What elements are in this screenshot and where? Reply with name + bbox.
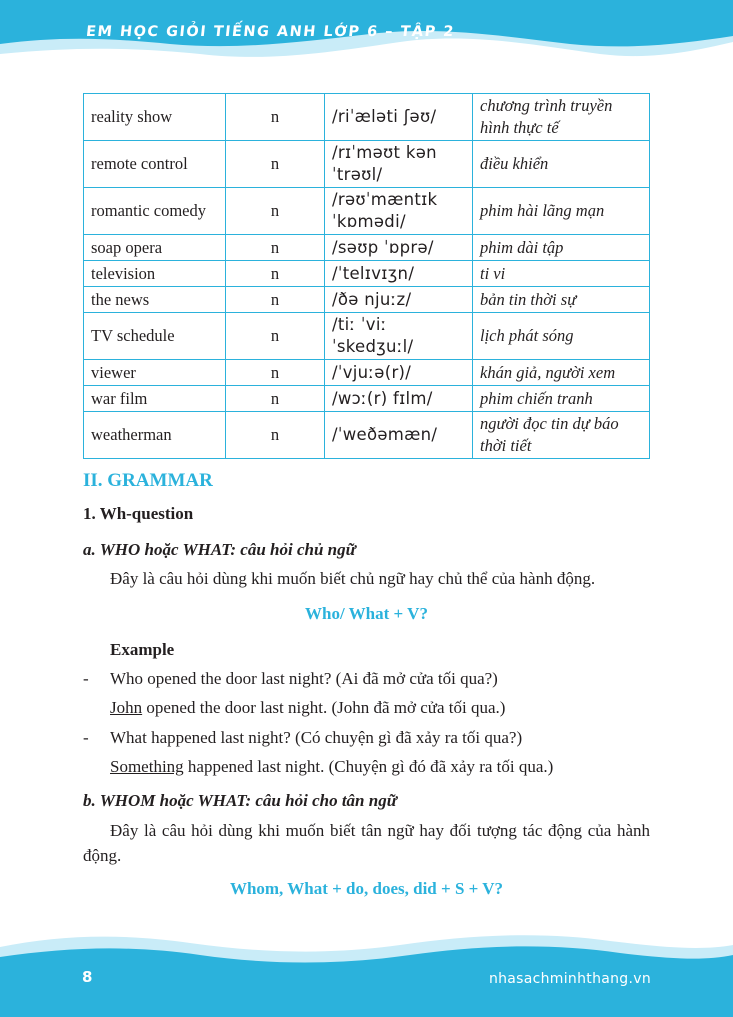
underlined-subject-john: John	[110, 698, 143, 717]
vocab-word: TV schedule	[84, 313, 226, 360]
vocab-part-of-speech: n	[226, 360, 325, 386]
vocab-pronunciation: /rəʊˈmæntɪk ˈkɒmədi/	[325, 188, 473, 235]
vocab-word: the news	[84, 287, 226, 313]
description-a: Đây là câu hỏi dùng khi muốn biết chủ ngữ hay chủ thể của hành động.	[110, 569, 596, 588]
example-answer-1	[110, 697, 505, 719]
bullet-2: -	[83, 728, 89, 747]
publisher-website: nhasachminhthang.vn	[488, 971, 651, 987]
formula-b: Whom, What + do, does, did + S + V?	[229, 879, 504, 898]
vocab-meaning: phim hài lãng mạn	[473, 188, 650, 235]
vocab-row	[84, 360, 650, 386]
vocab-part-of-speech: n	[226, 141, 325, 188]
description-b: Đây là câu hỏi dùng khi muốn biết tân ngữ hay đối tượng tác động của hành động.	[83, 821, 650, 865]
vocab-meaning: phim chiến tranh	[473, 386, 650, 412]
vocab-row	[84, 235, 650, 261]
vocab-part-of-speech: n	[226, 386, 325, 412]
vocab-row	[84, 188, 650, 235]
vocab-meaning: người đọc tin dự báo thời tiết	[473, 412, 650, 459]
vocab-word: viewer	[84, 360, 226, 386]
vocab-pronunciation: /ˈweðəmæn/	[325, 412, 473, 459]
vocab-word: reality show	[84, 94, 226, 141]
vocab-row	[84, 412, 650, 459]
heading-b: b. WHOM hoặc WHAT: câu hỏi cho tân ngữ	[83, 791, 397, 810]
vocab-word: television	[84, 261, 226, 287]
vocab-meaning: khán giả, người xem	[473, 360, 650, 386]
heading-a: a. WHO hoặc WHAT: câu hỏi chủ ngữ	[83, 540, 356, 559]
subsection-title: 1. Wh-question	[83, 504, 194, 523]
vocab-word: weatherman	[84, 412, 226, 459]
vocab-pronunciation: /riˈæləti ʃəʊ/	[325, 94, 473, 141]
vocab-part-of-speech: n	[226, 188, 325, 235]
vocab-meaning: phim dài tập	[473, 235, 650, 261]
vocab-word: war film	[84, 386, 226, 412]
example-question-1: Who opened the door last night? (Ai đã mở cửa tối qua?)	[110, 669, 498, 688]
vocab-meaning: ti vi	[473, 261, 650, 287]
vocab-pronunciation: /tiː ˈviː ˈskedʒuːl/	[325, 313, 473, 360]
vocab-pronunciation: /ðə njuːz/	[325, 287, 473, 313]
vocab-row	[84, 261, 650, 287]
vocab-meaning: chương trình truyền hình thực tế	[473, 94, 650, 141]
vocab-row	[84, 313, 650, 360]
vocab-row	[84, 141, 650, 188]
vocab-part-of-speech: n	[226, 261, 325, 287]
vocab-meaning: điều khiển	[473, 141, 650, 188]
underlined-subject-something: Something	[110, 757, 184, 776]
vocab-pronunciation: /ˈvjuːə(r)/	[325, 360, 473, 386]
example-question-2: What happened last night? (Có chuyện gì đã xảy ra tối qua?)	[110, 728, 523, 747]
vocab-word: remote control	[84, 141, 226, 188]
vocab-pronunciation: /səʊp ˈɒprə/	[325, 235, 473, 261]
vocab-part-of-speech: n	[226, 287, 325, 313]
page-number: 8	[82, 968, 93, 986]
formula-a: Who/ What + V?	[305, 604, 428, 623]
example-label: Example	[110, 640, 175, 659]
grammar-section-title: II. GRAMMAR	[83, 470, 213, 491]
example-answer-1-text: opened the door last night. (John đã mở cửa tối qua.)	[142, 698, 506, 717]
example-answer-2	[110, 756, 553, 778]
vocab-row	[84, 287, 650, 313]
bullet-1: -	[83, 669, 89, 688]
vocab-part-of-speech: n	[226, 94, 325, 141]
vocab-meaning: bản tin thời sự	[473, 287, 650, 313]
vocab-pronunciation: /ˈtelɪvɪʒn/	[325, 261, 473, 287]
vocab-row	[84, 94, 650, 141]
vocab-row	[84, 386, 650, 412]
vocab-part-of-speech: n	[226, 235, 325, 261]
vocabulary-table	[83, 93, 650, 459]
vocab-word: romantic comedy	[84, 188, 226, 235]
vocab-part-of-speech: n	[226, 412, 325, 459]
vocab-word: soap opera	[84, 235, 226, 261]
header-wave-band	[0, 0, 733, 80]
example-answer-2-text: happened last night. (Chuyện gì đó đã xảy ra tối qua.)	[183, 757, 554, 776]
vocab-part-of-speech: n	[226, 313, 325, 360]
vocab-pronunciation: /rɪˈməʊt kənˈtrəʊl/	[325, 141, 473, 188]
vocab-pronunciation: /wɔː(r) fɪlm/	[325, 386, 473, 412]
book-title: EM HỌC GIỎI TIẾNG ANH LỚP 6 – TẬP 2	[85, 24, 456, 40]
vocab-meaning: lịch phát sóng	[473, 313, 650, 360]
